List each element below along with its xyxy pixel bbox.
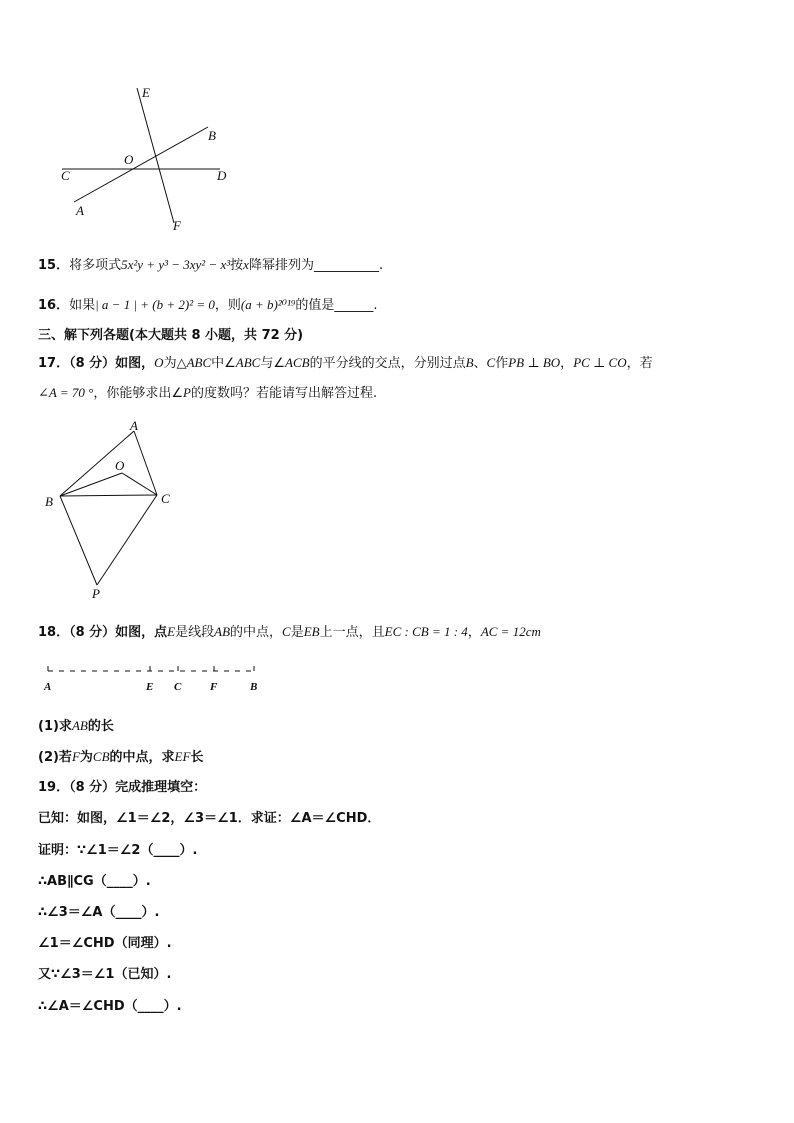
label-c: C — [161, 491, 170, 506]
label-c: C — [61, 168, 70, 183]
label-a: A — [76, 203, 84, 218]
figure-intersecting-lines — [50, 80, 250, 240]
section-heading: 三、解下列各题(本大题共 8 小题，共 72 分) — [38, 328, 304, 343]
segment-bc — [60, 495, 157, 496]
proof-step-4: ∠1＝∠CHD（同理）. — [38, 936, 172, 951]
proof-step-2: ∴AB∥CG（____）. — [38, 874, 151, 889]
figure-triangle-abc-p — [40, 418, 190, 603]
question-17-line2: ∠A = 70 °，你能够求出∠P的度数吗？若能请写出解答过程. — [38, 385, 378, 401]
figure-segment-ab — [38, 660, 268, 696]
label-f: F — [210, 681, 218, 693]
label-b: B — [250, 681, 258, 693]
label-f: F — [173, 218, 181, 233]
segment-co — [122, 473, 157, 495]
question-17-line1: 17．（8 分）如图，O为△ABC中∠ABC与∠ACB的平分线的交点，分别过点B、C作PB ⊥ BO，PC ⊥ CO，若 — [38, 355, 653, 371]
label-a: A — [130, 418, 138, 433]
question-18: 18．（8 分）如图，点E是线段AB的中点，C是EB上一点，且EC : CB = 1 : 4，AC = 12cm — [38, 624, 541, 640]
line-ab — [74, 127, 208, 202]
question-15: 15．将多项式5x²y + y³ − 3xy² − x³按x降幂排列为__________. — [38, 257, 384, 273]
label-b: B — [45, 494, 53, 509]
question-18-part-2: (2)若F为CB的中点，求EF长 — [38, 749, 204, 765]
label-e: E — [142, 85, 150, 100]
question-19-given: 已知：如图，∠1＝∠2，∠3＝∠1．求证：∠A＝∠CHD． — [38, 811, 381, 826]
segment-cp — [97, 495, 157, 585]
segment-bo — [60, 473, 122, 496]
label-d: D — [217, 168, 227, 183]
proof-step-3: ∴∠3＝∠A（____）. — [38, 905, 160, 920]
proof-step-1: 证明：∵∠1＝∠2（____）. — [38, 843, 198, 858]
question-19-title: 19．（8 分）完成推理填空： — [38, 780, 207, 795]
segment-ac — [134, 431, 157, 495]
proof-step-5: 又∵∠3＝∠1（已知）. — [38, 967, 172, 982]
segment-bp — [60, 496, 97, 585]
line-ef — [137, 88, 174, 223]
label-p: P — [92, 586, 100, 601]
label-b: B — [208, 128, 216, 143]
question-16: 16．如果| a − 1 | + (b + 2)² = 0，则(a + b)²⁰¹⁹的值是______. — [38, 297, 378, 313]
question-18-part-1: (1)求AB的长 — [38, 718, 114, 734]
answer-blank[interactable]: ______ — [334, 298, 374, 313]
label-a: A — [44, 681, 52, 693]
proof-step-6: ∴∠A＝∠CHD（____）. — [38, 999, 182, 1014]
label-o: O — [115, 458, 125, 473]
label-c: C — [174, 681, 182, 693]
answer-blank[interactable]: __________ — [313, 258, 379, 273]
label-e: E — [146, 681, 154, 693]
label-o: O — [124, 152, 134, 167]
